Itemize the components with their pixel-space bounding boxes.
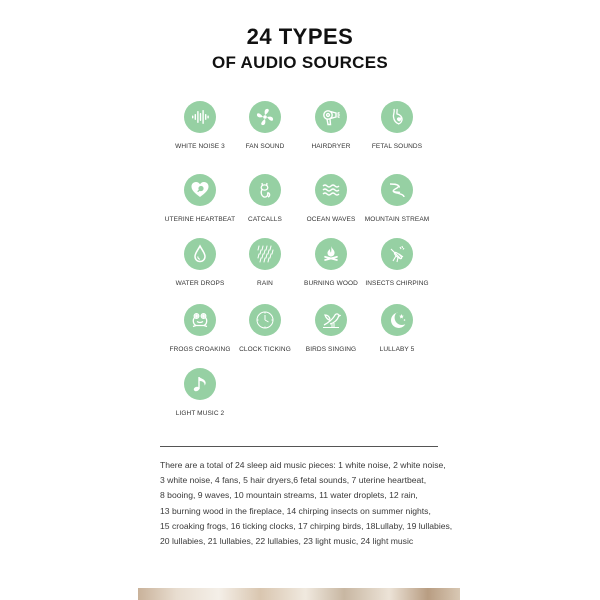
description-line: 13 burning wood in the fireplace, 14 chirping insects on summer nights, — [160, 505, 431, 516]
source-label: WATER DROPS — [175, 280, 225, 287]
stream-icon — [387, 180, 407, 200]
source-label: BIRDS SINGING — [305, 346, 357, 353]
insect-icon — [387, 244, 407, 264]
sound-wave-icon — [190, 107, 210, 127]
campfire-icon — [321, 244, 341, 264]
hairdryer-icon — [321, 107, 341, 127]
source-label: CATCALLS — [248, 216, 282, 223]
water-drop-icon — [190, 244, 210, 264]
source-label: LIGHT MUSIC 2 — [175, 410, 225, 417]
frog-icon — [190, 310, 210, 330]
page-title: 24 TYPES — [246, 24, 354, 49]
fan-icon — [255, 107, 275, 127]
page-subtitle: OF AUDIO SOURCES — [211, 53, 389, 72]
waves-icon — [321, 180, 341, 200]
source-label: FROGS CROAKING — [169, 346, 231, 353]
music-note-icon — [190, 374, 210, 394]
source-mountain-stream — [342, 174, 452, 223]
source-lullaby — [342, 304, 452, 353]
source-label: MOUNTAIN STREAM — [364, 216, 430, 223]
description — [160, 458, 460, 549]
source-light-music — [145, 368, 255, 417]
source-label: LULLABY 5 — [379, 346, 415, 353]
pregnant-belly-icon — [387, 107, 407, 127]
source-label: FAN SOUND — [245, 143, 285, 150]
description-line: There are a total of 24 sleep aid music pieces: 1 white noise, 2 white noise, — [160, 460, 446, 470]
source-label: FETAL SOUNDS — [371, 143, 423, 150]
description-line: 20 lullabies, 21 lullabies, 22 lullabies, 23 light music, 24 light music — [160, 536, 414, 547]
moon-stars-icon — [387, 310, 407, 330]
description-line: 3 white noise, 4 fans, 5 hair dryers,6 fetal sounds, 7 uterine heartbeat, — [160, 475, 427, 486]
clock-icon — [255, 310, 275, 330]
source-insects-chirping — [342, 238, 452, 287]
description-line: 8 booing, 9 waves, 10 mountain streams, 11 water droplets, 12 rain, — [160, 490, 418, 501]
source-label: BURNING WOOD — [304, 280, 358, 287]
description-line: 15 croaking frogs, 16 ticking clocks, 17 chirping birds, 18Lullaby, 19 lullabies, — [160, 520, 453, 531]
source-label: WHITE NOISE 3 — [175, 143, 225, 150]
source-label: HAIRDRYER — [311, 143, 351, 150]
bird-icon — [321, 310, 341, 330]
source-fetal-sounds — [342, 101, 452, 150]
source-label: RAIN — [257, 280, 273, 287]
source-label: INSECTS CHIRPING — [365, 280, 429, 287]
cat-icon — [255, 180, 275, 200]
rain-icon — [255, 244, 275, 264]
heart-icon — [190, 180, 210, 200]
source-label: UTERINE HEARTBEAT — [164, 216, 236, 223]
product-photo-strip — [138, 588, 460, 600]
source-label: OCEAN WAVES — [306, 216, 356, 223]
divider — [160, 446, 438, 447]
source-label: CLOCK TICKING — [239, 346, 291, 353]
